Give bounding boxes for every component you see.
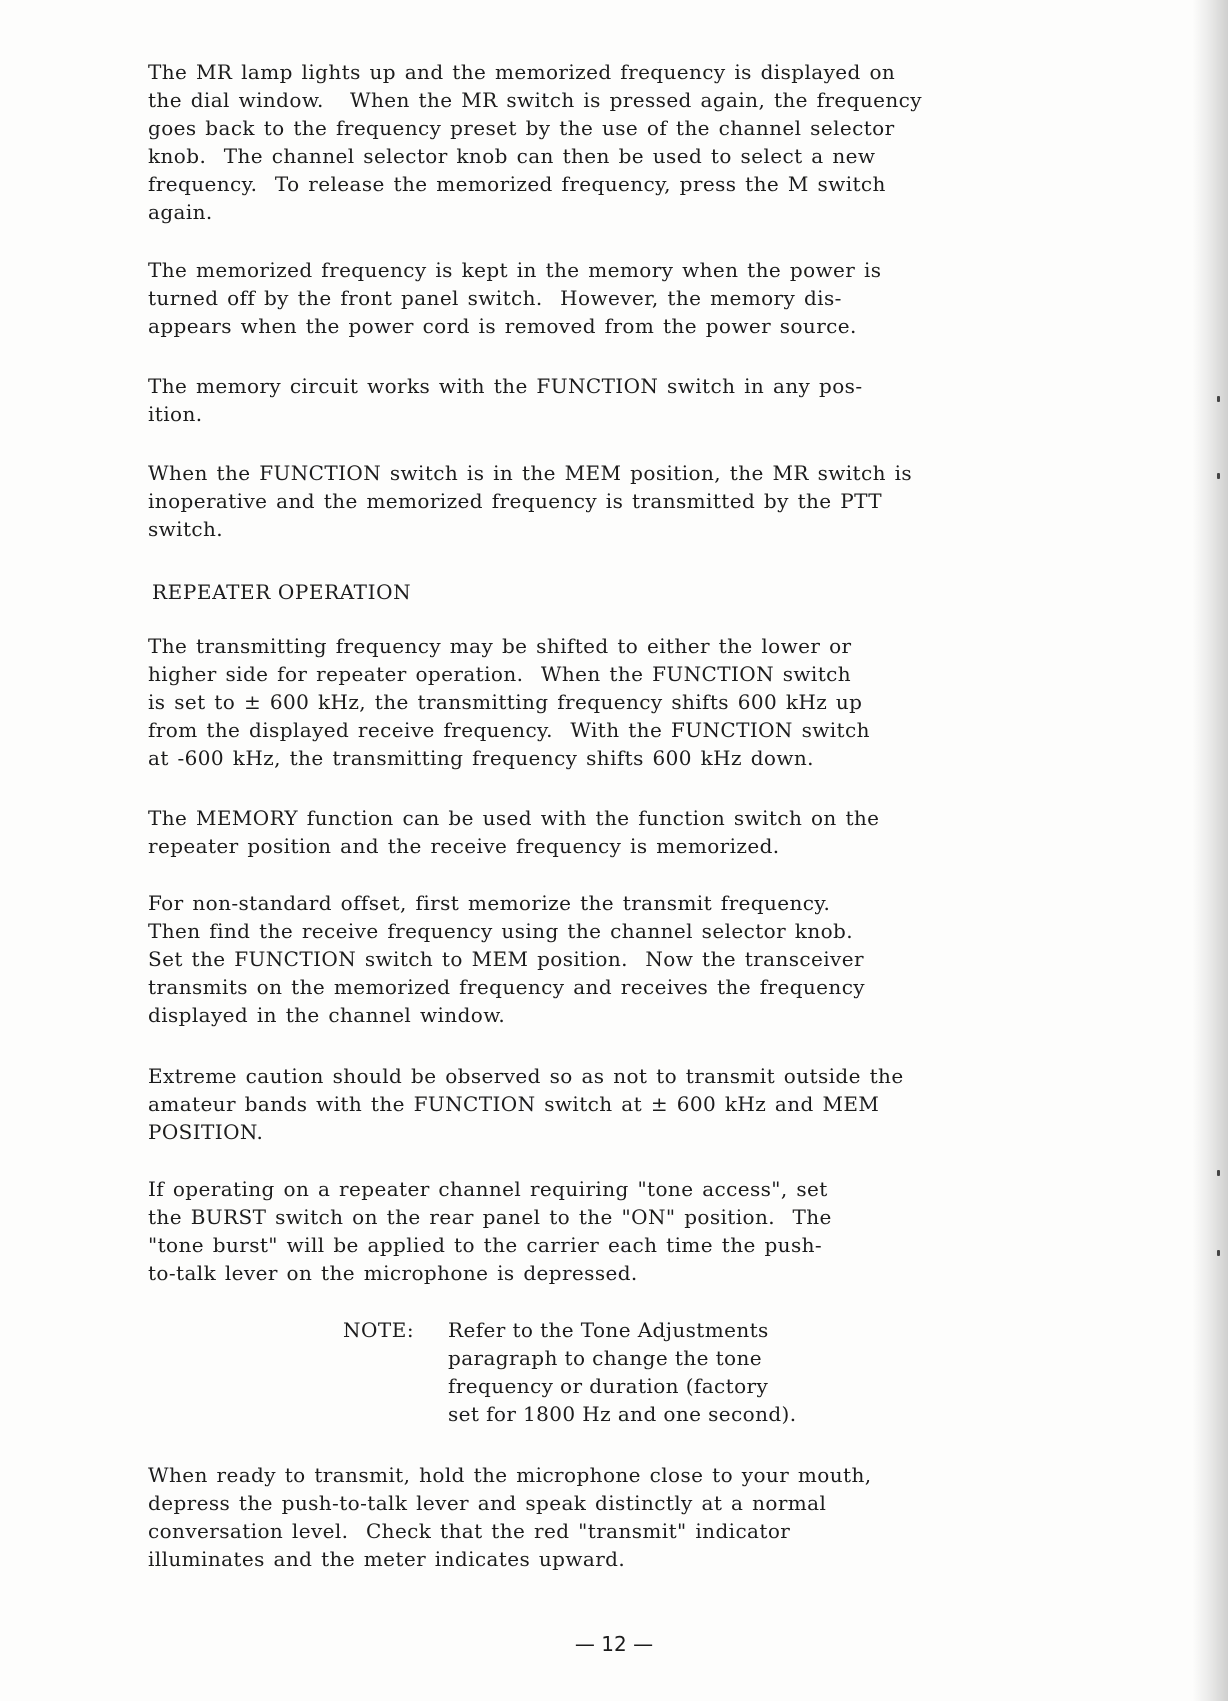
binding-mark <box>1217 1170 1220 1176</box>
paragraph-tone-access: If operating on a repeater channel requiring "tone access", set the BURST switch on the rear panel to the "ON" position. The "tone burst" will be applied to the carrier each time the push- to-talk lever on the microphone is depressed. <box>148 1177 832 1285</box>
paragraph-memory-retention: The memorized frequency is kept in the memory when the power is turned off by the front panel switch. However, the memory dis- appears when the power cord is removed from the power source. <box>148 258 882 338</box>
paragraph-caution: Extreme caution should be observed so as not to transmit outside the amateur bands with the FUNCTION switch at ± 600 kHz and MEM POSITION. <box>148 1064 904 1144</box>
paragraph-mr-lamp: The MR lamp lights up and the memorized frequency is displayed on the dial window. When the MR switch is pressed again, the frequency goes back to the frequency preset by the use of the channel selector knob. The channel selector knob can then be used to select a new frequency. To release the memorized frequency, press the M switch again. <box>148 60 922 224</box>
paragraph-mem-position: When the FUNCTION switch is in the MEM position, the MR switch is inoperative and the memorized frequency is transmitted by the PTT switch. <box>148 461 913 541</box>
binding-mark <box>1217 1250 1220 1256</box>
page-edge-shadow <box>1192 0 1228 1701</box>
paragraph-memory-circuit: The memory circuit works with the FUNCTION switch in any pos- ition. <box>148 374 863 426</box>
paragraph-non-standard-offset: For non-standard offset, first memorize the transmit frequency. Then find the receive frequency using the channel selector knob. Set the FUNCTION switch to MEM position. Now the transceiver transmits on the memorized frequency and receives the frequency displayed in the channel window. <box>148 891 865 1027</box>
binding-mark <box>1217 396 1220 402</box>
paragraph-ready-to-transmit: When ready to transmit, hold the microphone close to your mouth, depress the push-to-talk lever and speak distinctly at a normal conversation level. Check that the red "transmit" indicator illuminates and the meter indicates upward. <box>148 1463 872 1571</box>
note-label: NOTE: <box>343 1318 415 1342</box>
page-number: — 12 — <box>574 1632 654 1656</box>
section-heading-repeater-operation: REPEATER OPERATION <box>152 580 412 604</box>
paragraph-transmit-shift: The transmitting frequency may be shifted to either the lower or higher side for repeater operation. When the FUNCTION switch is set to ± 600 kHz, the transmitting frequency shifts 600 kHz up from the displayed receive frequency. With the FUNCTION switch at -600 kHz, the transmitting frequency shifts 600 kHz down. <box>148 634 870 770</box>
paragraph-memory-function: The MEMORY function can be used with the function switch on the repeater position and the receive frequency is memorized. <box>148 806 880 858</box>
note-body: Refer to the Tone Adjustments paragraph to change the tone frequency or duration (factory set for 1800 Hz and one second). <box>448 1318 797 1426</box>
binding-mark <box>1217 473 1220 479</box>
